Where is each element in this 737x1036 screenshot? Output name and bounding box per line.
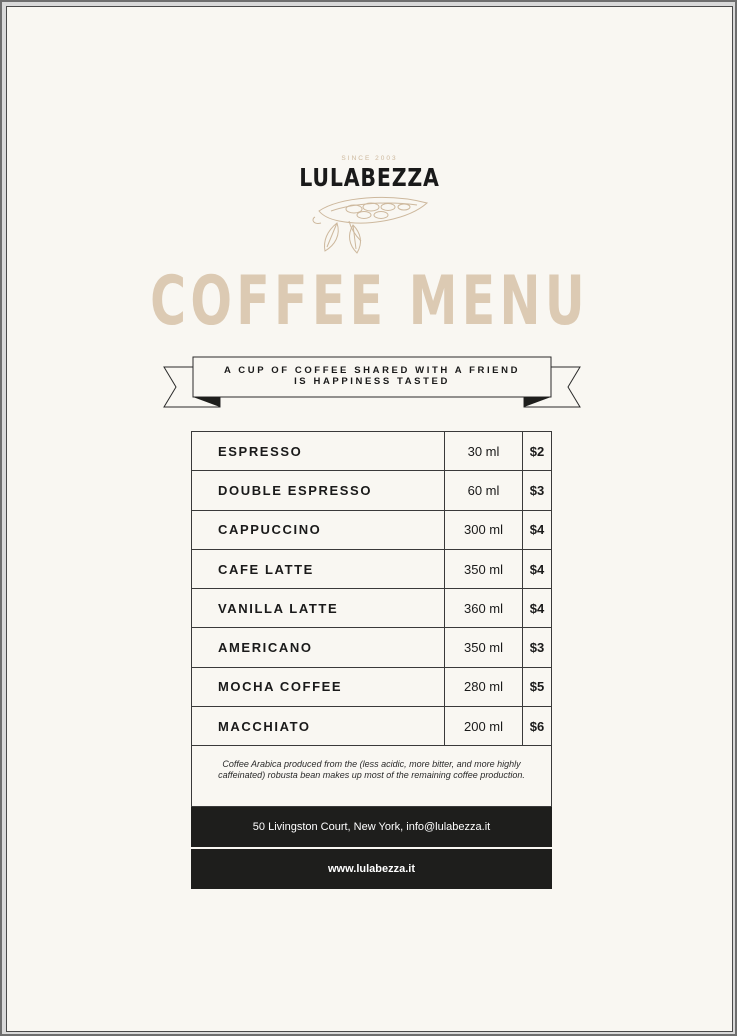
item-name: MOCHA COFFEE [192,667,445,706]
coffee-note: Coffee Arabica produced from the (less acidic, more bitter, and more highly caffeinated) robusta bean makes up most of the remaining coffee production. [191,746,552,807]
item-volume: 30 ml [445,432,523,471]
tagline-line-1: A CUP OF COFFEE SHARED WITH A FRIEND [223,365,521,376]
menu-row [192,549,552,588]
menu-row [192,510,552,549]
item-volume: 300 ml [445,510,523,549]
website-link[interactable]: www.lulabezza.it [191,849,552,889]
address-bar: 50 Livingston Court, New York, info@lulabezza.it [191,807,552,847]
menu-title: COFFEE MENU [150,262,589,341]
item-price: $4 [523,549,552,588]
item-volume: 200 ml [445,707,523,746]
menu-row [192,471,552,510]
menu-row [192,667,552,706]
tagline [192,365,552,387]
item-price: $3 [523,628,552,667]
item-price: $6 [523,707,552,746]
item-volume: 350 ml [445,628,523,667]
item-volume: 360 ml [445,589,523,628]
brand-name: LULABEZZA [299,163,440,192]
item-price: $5 [523,667,552,706]
item-price: $4 [523,510,552,549]
tagline-line-2: IS HAPPINESS TASTED [294,376,450,387]
item-price: $3 [523,471,552,510]
item-volume: 60 ml [445,471,523,510]
item-name: CAPPUCCINO [192,510,445,549]
menu-table [191,431,552,746]
menu-table-block [191,431,552,889]
item-name: CAFE LATTE [192,549,445,588]
item-name: AMERICANO [192,628,445,667]
menu-row [192,707,552,746]
menu-row [192,432,552,471]
menu-row [192,628,552,667]
menu-row [192,589,552,628]
item-name: DOUBLE ESPRESSO [192,471,445,510]
item-name: VANILLA LATTE [192,589,445,628]
item-price: $2 [523,432,552,471]
menu-page [6,6,733,1032]
item-name: MACCHIATO [192,707,445,746]
item-name: ESPRESSO [192,432,445,471]
item-volume: 280 ml [445,667,523,706]
cocoa-pod-illustration-icon [309,189,434,261]
item-price: $4 [523,589,552,628]
since-label: SINCE 2003 [341,155,398,162]
item-volume: 350 ml [445,549,523,588]
